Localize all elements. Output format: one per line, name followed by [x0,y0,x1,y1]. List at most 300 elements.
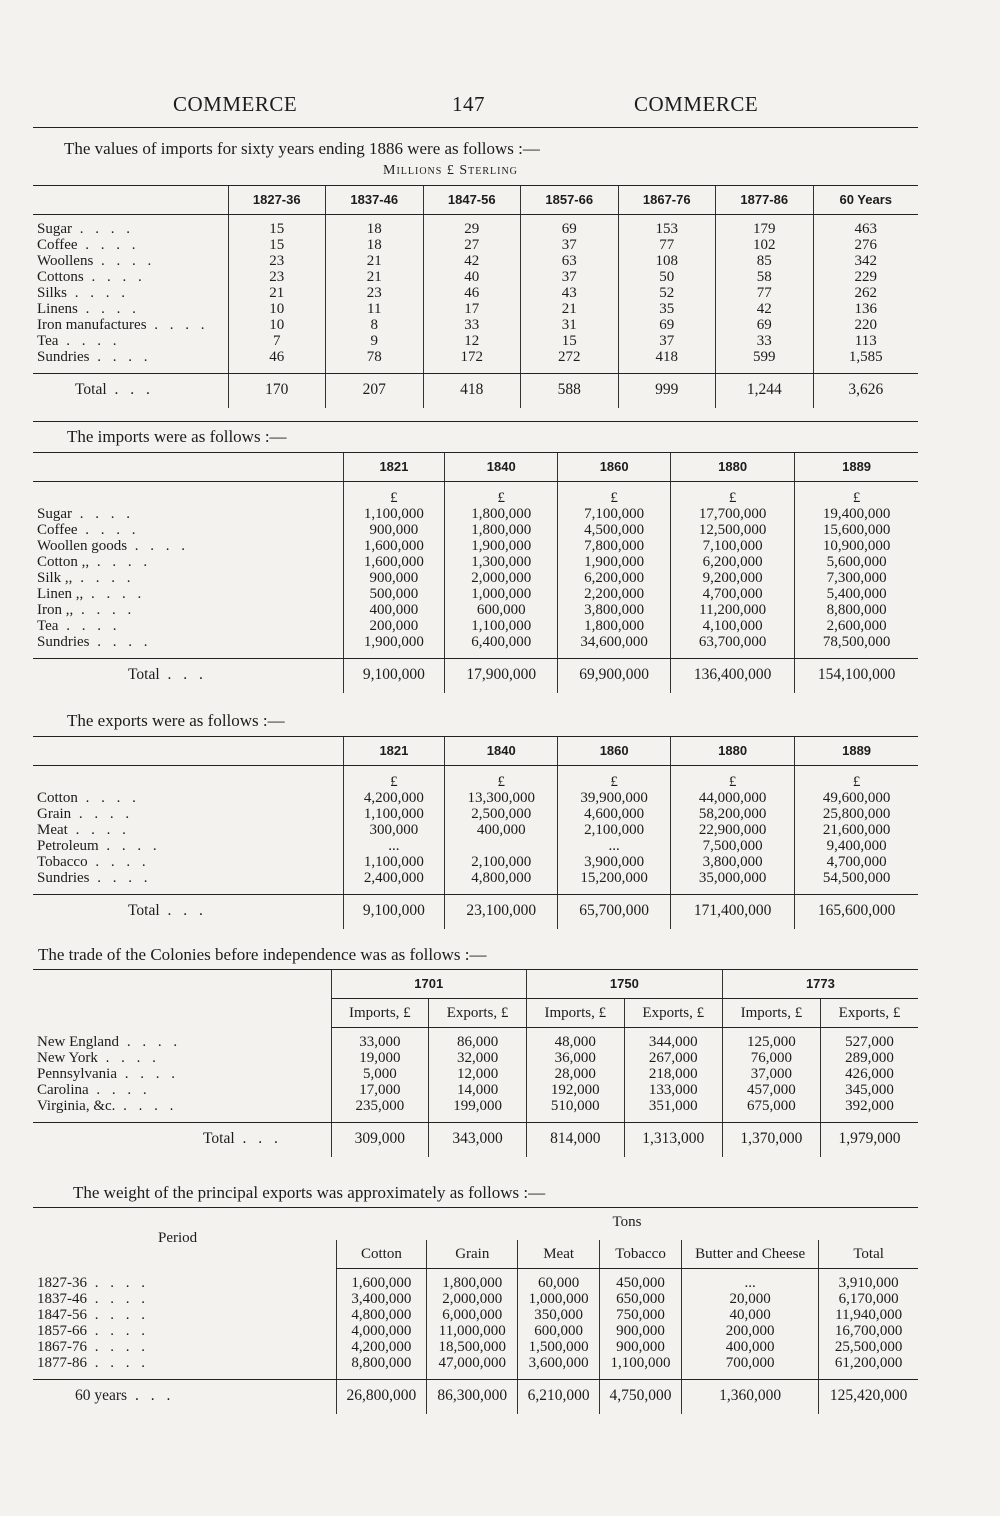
currency-mark: £ [445,482,558,507]
cell-value: 199,000 [429,1098,527,1123]
colonies-trade-table [33,969,918,1157]
table-row [33,822,918,838]
cell-value: 900,000 [343,570,445,586]
cell-value: 23 [326,285,424,301]
cell-value: 27 [423,237,521,253]
cell-value: 78,500,000 [795,634,918,659]
total-value: 1,370,000 [722,1123,820,1158]
total-value: 9,100,000 [343,659,445,694]
cell-value: 900,000 [600,1339,682,1355]
column-header: 1889 [795,737,918,766]
cell-value: 500,000 [343,586,445,602]
table-row [33,870,918,895]
cell-value: 61,200,000 [819,1355,918,1380]
cell-value: 125,000 [722,1028,820,1051]
cell-value: 1,100,000 [343,506,445,522]
table-row [33,1291,918,1307]
currency-mark: £ [795,482,918,507]
cell-value: 510,000 [526,1098,624,1123]
table-row [33,215,918,238]
cell-value: 229 [813,269,918,285]
total-value: 26,800,000 [336,1380,427,1415]
table1-bottom-rule [33,421,918,422]
cell-value: 60,000 [518,1269,600,1292]
cell-value: 23 [228,269,326,285]
cell-value: 2,500,000 [445,806,558,822]
total-value: 309,000 [331,1123,429,1158]
column-header: Meat [518,1240,600,1269]
cell-value: 77 [716,285,814,301]
total-label: 60 years . . . [75,1387,175,1404]
blank-cell [33,482,343,507]
row-label-text: Sundries [37,349,90,365]
cell-value: 77 [618,237,716,253]
table-row [33,253,918,269]
cell-value: 418 [618,349,716,374]
row-label: Iron manufactures . . . . [37,317,209,333]
currency-mark: £ [671,482,795,507]
total-label-text: Total [203,1130,235,1147]
cell-value: 5,000 [331,1066,429,1082]
total-value: 6,210,000 [518,1380,600,1415]
row-label: Tea . . . . [37,333,121,349]
blank-cell [33,766,343,791]
total-value: 170 [228,374,326,409]
cell-value: 42 [423,253,521,269]
cell-value: 10 [228,317,326,333]
cell-value: 1,300,000 [445,554,558,570]
table4-intro: The trade of the Colonies before independence was as follows :— [38,945,487,964]
cell-value: 37 [521,269,619,285]
total-value: 154,100,000 [795,659,918,694]
column-header: Grain [427,1240,518,1269]
row-label-text: 1837-46 [37,1291,87,1307]
cell-value: 4,800,000 [336,1307,427,1323]
table-row [33,1339,918,1355]
table2-intro: The imports were as follows :— [67,427,287,446]
row-label: Coffee . . . . [37,522,140,538]
row-label-text: 1847-56 [37,1307,87,1323]
running-head-right: COMMERCE [634,92,759,116]
export-weights-table [33,1207,918,1414]
total-value: 3,626 [813,374,918,409]
table-row [33,634,918,659]
currency-mark: £ [445,766,558,791]
cell-value: 136 [813,301,918,317]
cell-value: 50 [618,269,716,285]
cell-value: 4,200,000 [336,1339,427,1355]
row-label-text: Sundries [37,634,90,650]
cell-value: 1,100,000 [600,1355,682,1380]
cell-value: 49,600,000 [795,790,918,806]
table4-corner [33,970,331,1028]
cell-value: 102 [716,237,814,253]
cell-value: 22,900,000 [671,822,795,838]
cell-value: 8 [326,317,424,333]
cell-value: 172 [423,349,521,374]
row-label: 1837-46 . . . . [37,1291,149,1307]
cell-value: 276 [813,237,918,253]
row-label-text: Iron ,, [37,602,74,618]
cell-value: 85 [716,253,814,269]
total-label: Total . . . [128,902,207,919]
row-label: Grain . . . . [37,806,134,822]
row-label: New York . . . . [37,1050,160,1066]
row-label-text: Coffee [37,522,78,538]
row-label: Silks . . . . [37,285,130,301]
cell-value: 2,200,000 [558,586,671,602]
total-value: 171,400,000 [671,895,795,930]
cell-value: 69 [521,215,619,238]
cell-value: 450,000 [600,1269,682,1292]
column-header: 1860 [558,737,671,766]
column-header: 1860 [558,453,671,482]
cell-value: 9,400,000 [795,838,918,854]
row-label-text: New England [37,1033,120,1050]
running-head-left: COMMERCE [173,92,298,116]
row-label: Pennsylvania . . . . [37,1066,179,1082]
cell-value: 20,000 [682,1291,819,1307]
cell-value: 16,700,000 [819,1323,918,1339]
cell-value: 3,400,000 [336,1291,427,1307]
table-row [33,1098,918,1123]
cell-value: 58 [716,269,814,285]
cell-value: 15 [228,215,326,238]
cell-value: 2,000,000 [427,1291,518,1307]
column-header: 1877-86 [716,186,814,215]
total-label-text: Total [75,381,107,398]
table-row [33,554,918,570]
cell-value: 6,400,000 [445,634,558,659]
column-header: 1867-76 [618,186,716,215]
row-label: Petroleum . . . . [37,838,161,854]
cell-value: 46 [423,285,521,301]
cell-value: 18,500,000 [427,1339,518,1355]
cell-value: 133,000 [624,1082,722,1098]
cell-value: 527,000 [821,1028,919,1051]
cell-value: 344,000 [624,1028,722,1051]
total-row [33,1123,918,1158]
cell-value: 426,000 [821,1066,919,1082]
cell-value: 11 [326,301,424,317]
cell-value: 39,900,000 [558,790,671,806]
row-label-text: Linen ,, [37,586,84,602]
column-header: 1889 [795,453,918,482]
cell-value: 11,000,000 [427,1323,518,1339]
table-row [33,333,918,349]
row-label-text: Virginia, &c. [37,1098,116,1114]
row-label-text: Carolina [37,1082,89,1098]
table-row [33,1307,918,1323]
row-label-text: Coffee [37,237,78,253]
subcolumn-header: Imports, £ [526,999,624,1028]
row-label-text: 1867-76 [37,1339,87,1355]
cell-value: 108 [618,253,716,269]
cell-value: 78 [326,349,424,374]
cell-value: 8,800,000 [795,602,918,618]
cell-value: 12,000 [429,1066,527,1082]
cell-value: 675,000 [722,1098,820,1123]
cell-value: 31 [521,317,619,333]
total-label-text: Total [128,666,160,683]
currency-mark: £ [795,766,918,791]
cell-value: 86,000 [429,1028,527,1051]
cell-value: 392,000 [821,1098,919,1123]
cell-value: 1,600,000 [343,538,445,554]
cell-value: 342 [813,253,918,269]
year-header: 1750 [526,970,722,999]
row-label: 1857-66 . . . . [37,1323,149,1339]
cell-value: 200,000 [343,618,445,634]
cell-value: 6,000,000 [427,1307,518,1323]
table-row [33,618,918,634]
cell-value: 7,300,000 [795,570,918,586]
cell-value: 11,200,000 [671,602,795,618]
total-value: 207 [326,374,424,409]
cell-value: 29 [423,215,521,238]
total-value: 999 [618,374,716,409]
cell-value: 457,000 [722,1082,820,1098]
total-value: 165,600,000 [795,895,918,930]
cell-value: 1,100,000 [343,806,445,822]
cell-value: 37 [618,333,716,349]
page-number: 147 [452,92,485,116]
cell-value: 11,940,000 [819,1307,918,1323]
cell-value: 1,800,000 [558,618,671,634]
row-label: Sugar . . . . [37,221,134,237]
cell-value: 600,000 [445,602,558,618]
cell-value: 37 [521,237,619,253]
total-label: Total . . . [203,1130,282,1147]
imports-table [33,452,918,693]
cell-value: 4,200,000 [343,790,445,806]
total-value: 9,100,000 [343,895,445,930]
table-row [33,349,918,374]
cell-value: 650,000 [600,1291,682,1307]
table-row [33,301,918,317]
total-value: 136,400,000 [671,659,795,694]
column-header: Butter and Cheese [682,1240,819,1269]
table-row [33,1066,918,1082]
row-label-text: Petroleum [37,838,99,854]
total-value: 17,900,000 [445,659,558,694]
row-label-text: Linens [37,301,78,317]
table-row [33,806,918,822]
column-header: 1827-36 [228,186,326,215]
cell-value: 32,000 [429,1050,527,1066]
cell-value: 37,000 [722,1066,820,1082]
cell-value: 6,170,000 [819,1291,918,1307]
cell-value: 19,400,000 [795,506,918,522]
cell-value: 750,000 [600,1307,682,1323]
total-row [33,895,918,930]
cell-value: 4,500,000 [558,522,671,538]
cell-value: 12 [423,333,521,349]
table-row [33,586,918,602]
cell-value: 21 [521,301,619,317]
exports-table [33,736,918,929]
cell-value: 8,800,000 [336,1355,427,1380]
table-row [33,237,918,253]
year-header: 1701 [331,970,526,999]
cell-value: 6,200,000 [671,554,795,570]
cell-value: 4,100,000 [671,618,795,634]
cell-value: 13,300,000 [445,790,558,806]
row-label: Sugar . . . . [37,506,134,522]
table1-corner [33,186,228,215]
column-header: Cotton [336,1240,427,1269]
cell-value: 7,100,000 [558,506,671,522]
cell-value: 2,100,000 [558,822,671,838]
row-label-text: Pennsylvania [37,1066,117,1082]
cell-value: 1,100,000 [343,854,445,870]
cell-value: 6,200,000 [558,570,671,586]
cell-value: 3,800,000 [558,602,671,618]
row-label-text: Woollen goods [37,538,128,554]
cell-value: 21 [326,253,424,269]
cell-value: 2,000,000 [445,570,558,586]
row-label-text: Cotton ,, [37,554,90,570]
subcolumn-header: Exports, £ [821,999,919,1028]
cell-value: 9 [326,333,424,349]
cell-value: 28,000 [526,1066,624,1082]
table-row [33,1082,918,1098]
total-row [33,659,918,694]
cell-value: 900,000 [600,1323,682,1339]
cell-value: 17,000 [331,1082,429,1098]
table1-intro: The values of imports for sixty years ending 1886 were as follows :— [64,139,540,158]
row-label-text: Grain [37,806,72,822]
cell-value: 3,910,000 [819,1269,918,1292]
column-header: 60 Years [813,186,918,215]
total-value: 4,750,000 [600,1380,682,1415]
cell-value: 218,000 [624,1066,722,1082]
cell-value: 21 [326,269,424,285]
cell-value: 33,000 [331,1028,429,1051]
cell-value: 1,800,000 [445,522,558,538]
column-header: 1837-46 [326,186,424,215]
row-label: Woollens . . . . [37,253,156,269]
row-label: 1867-76 . . . . [37,1339,149,1355]
column-header: 1847-56 [423,186,521,215]
cell-value: 17,700,000 [671,506,795,522]
cell-value: 4,800,000 [445,870,558,895]
currency-mark: £ [343,482,445,507]
cell-value: 4,700,000 [795,854,918,870]
column-header: 1821 [343,453,445,482]
cell-value: 179 [716,215,814,238]
cell-value: 17 [423,301,521,317]
total-value: 1,313,000 [624,1123,722,1158]
total-label-text: 60 years [75,1387,128,1404]
cell-value: 351,000 [624,1098,722,1123]
cell-value: 52 [618,285,716,301]
header-rule [33,127,918,128]
currency-mark: £ [558,482,671,507]
cell-value: 463 [813,215,918,238]
cell-value: 15 [521,333,619,349]
cell-value: 10 [228,301,326,317]
imports-sixty-years-table [33,185,918,408]
cell-value: 34,600,000 [558,634,671,659]
cell-value: 33 [716,333,814,349]
cell-value: 5,400,000 [795,586,918,602]
cell-value: 12,500,000 [671,522,795,538]
cell-value: 700,000 [682,1355,819,1380]
cell-value: 1,800,000 [427,1269,518,1292]
total-value: 1,979,000 [821,1123,919,1158]
total-label-text: Total [128,902,160,919]
cell-value: 14,000 [429,1082,527,1098]
cell-value: 21,600,000 [795,822,918,838]
total-label: Total . . . [75,381,154,398]
cell-value: 4,000,000 [336,1323,427,1339]
row-label: 1847-56 . . . . [37,1307,149,1323]
cell-value: 40,000 [682,1307,819,1323]
table-row [33,1269,918,1292]
cell-value: 1,500,000 [518,1339,600,1355]
cell-value: 25,800,000 [795,806,918,822]
total-value: 588 [521,374,619,409]
column-header: Total [819,1240,918,1269]
row-label: Virginia, &c. . . . . [33,1098,331,1123]
row-label-text: New York [37,1050,98,1066]
table-row [33,602,918,618]
row-label-text: Iron manufactures [37,317,147,333]
row-label-text: Cottons [37,269,84,285]
total-row [33,374,918,409]
table3-intro: The exports were as follows :— [67,711,285,730]
currency-mark: £ [558,766,671,791]
row-label: Carolina . . . . [37,1082,151,1098]
cell-value: 69 [618,317,716,333]
table-row [33,790,918,806]
subcolumn-header: Exports, £ [624,999,722,1028]
cell-value: 2,600,000 [795,618,918,634]
row-label: 1827-36 . . . . [37,1274,149,1291]
total-value: 125,420,000 [819,1380,918,1415]
column-header: 1840 [445,453,558,482]
row-label-text: Woollens [37,253,94,269]
cell-value: 15,600,000 [795,522,918,538]
row-label-text: Sugar [37,506,72,522]
cell-value: 900,000 [343,522,445,538]
cell-value: 153 [618,215,716,238]
currency-mark: £ [343,766,445,791]
table-row [33,285,918,301]
subcolumn-header: Imports, £ [722,999,820,1028]
cell-value: 7 [228,333,326,349]
cell-value: 2,400,000 [343,870,445,895]
table-row [33,1355,918,1380]
cell-value: 300,000 [343,822,445,838]
column-header: Tobacco [600,1240,682,1269]
cell-value: 35 [618,301,716,317]
row-label: Cottons . . . . [37,269,146,285]
total-value: 343,000 [429,1123,527,1158]
table-row [33,506,918,522]
cell-value: 47,000,000 [427,1355,518,1380]
row-label: Linen ,, . . . . [37,586,146,602]
subcolumn-header: Exports, £ [429,999,527,1028]
cell-value: 400,000 [682,1339,819,1355]
cell-value: 1,000,000 [445,586,558,602]
cell-value: 63,700,000 [671,634,795,659]
row-label: 1877-86 . . . . [33,1355,336,1380]
cell-value: 289,000 [821,1050,919,1066]
row-label: Meat . . . . [37,822,130,838]
cell-value: 1,000,000 [518,1291,600,1307]
